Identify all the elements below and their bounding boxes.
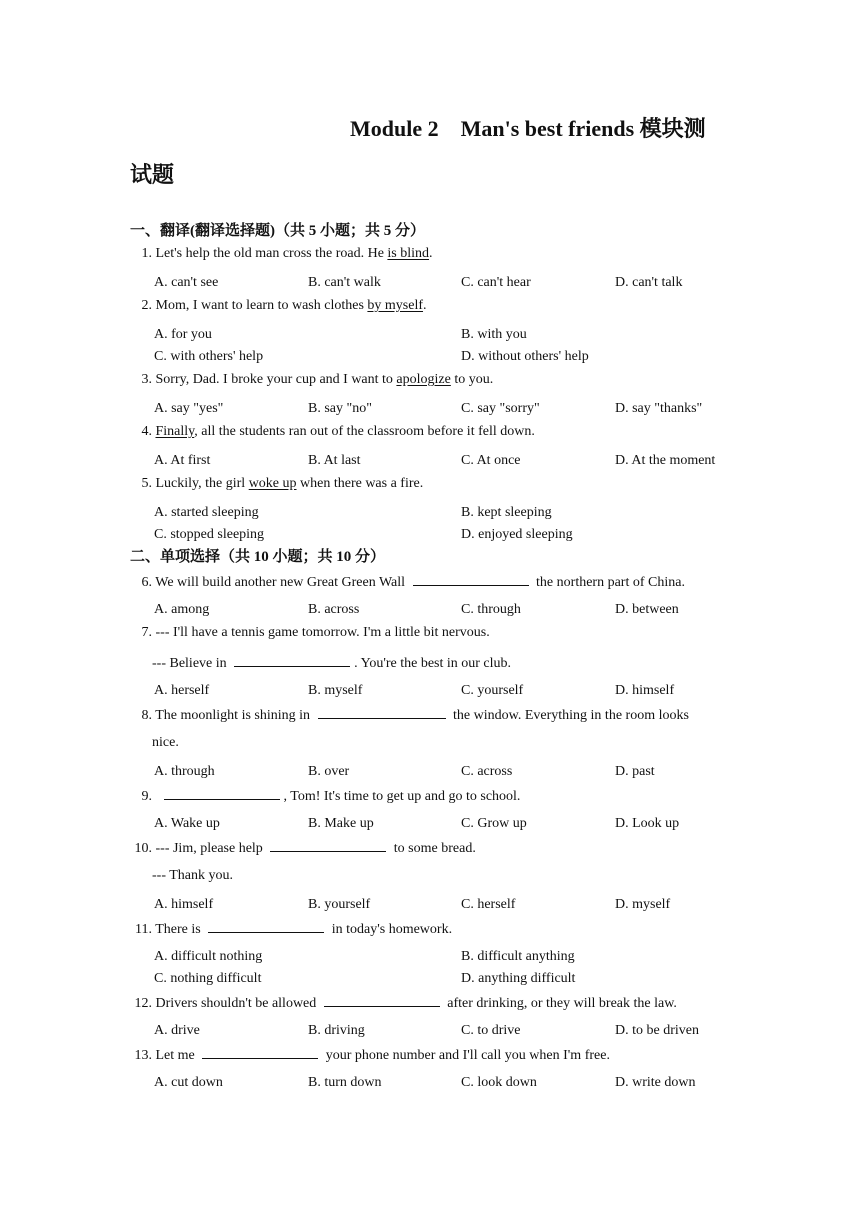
option-c[interactable]: C. nothing difficult [154,971,262,986]
underlined-phrase: is blind [387,246,430,261]
option-d[interactable]: D. Look up [615,816,680,831]
question-10: 10. --- Jim, please help to some bread. [134,841,476,856]
option-d[interactable]: D. without others' help [461,349,589,364]
underlined-phrase: Finally [155,424,195,439]
option-c[interactable]: C. to drive [461,1023,521,1038]
underlined-phrase: by myself [367,298,424,313]
question-12: 12. Drivers shouldn't be allowed after drinking, or they will break the law. [134,996,677,1011]
option-c[interactable]: C. say "sorry" [461,401,540,416]
answer-blank [234,654,350,667]
section-heading-single-choice: 二、单项选择（共 10 小题；共 10 分） [130,549,386,565]
underlined-phrase: apologize [396,372,451,387]
question-7: 7. --- I'll have a tennis game tomorrow. I'm a little bit nervous. [141,625,490,640]
option-a[interactable]: A. say "yes" [154,401,224,416]
question-6: 6. We will build another new Great Green Wall the northern part of China. [141,575,685,590]
option-b[interactable]: B. Make up [308,816,374,831]
question-13: 13. Let me your phone number and I'll call you when I'm free. [134,1048,610,1063]
option-c[interactable]: C. look down [461,1075,537,1090]
answer-blank [202,1046,318,1059]
answer-blank [164,787,280,800]
question-5: 5. Luckily, the girl woke up when there was a fire. [141,476,424,491]
option-c[interactable]: C. Grow up [461,816,527,831]
option-b[interactable]: B. with you [461,327,527,342]
option-a[interactable]: A. can't see [154,275,219,290]
option-b[interactable]: B. say "no" [308,401,372,416]
question-7-reply: --- Believe in . You're the best in our club. [152,656,512,671]
option-a[interactable]: A. At first [154,453,211,468]
option-a[interactable]: A. started sleeping [154,505,259,520]
option-d[interactable]: D. myself [615,897,671,912]
question-2: 2. Mom, I want to learn to wash clothes by myself. [141,298,427,313]
option-c[interactable]: C. can't hear [461,275,531,290]
answer-blank [413,573,529,586]
option-c[interactable]: C. At once [461,453,521,468]
question-1: 1. Let's help the old man cross the road. He is blind. [141,246,433,261]
option-d[interactable]: D. to be driven [615,1023,699,1038]
option-b[interactable]: B. turn down [308,1075,382,1090]
option-d[interactable]: D. can't talk [615,275,683,290]
question-9: 9. , Tom! It's time to get up and go to school. [141,789,521,804]
option-d[interactable]: D. enjoyed sleeping [461,527,573,542]
option-d[interactable]: D. anything difficult [461,971,576,986]
question-4: 4. Finally, all the students ran out of the classroom before it fell down. [141,424,535,439]
option-d[interactable]: D. past [615,764,655,779]
option-b[interactable]: B. myself [308,683,363,698]
document-title-line1: Module 2 Man's best friends 模块测 [350,116,706,141]
underlined-phrase: woke up [248,476,297,491]
option-a[interactable]: A. for you [154,327,212,342]
option-d[interactable]: D. between [615,602,679,617]
question-3: 3. Sorry, Dad. I broke your cup and I want to apologize to you. [141,372,494,387]
option-c[interactable]: C. through [461,602,521,617]
option-d[interactable]: D. himself [615,683,675,698]
answer-blank [270,839,386,852]
option-b[interactable]: B. At last [308,453,361,468]
option-a[interactable]: A. difficult nothing [154,949,263,964]
section-heading-translation: 一、翻译(翻译选择题)（共 5 小题；共 5 分） [130,223,425,239]
option-b[interactable]: B. over [308,764,350,779]
option-b[interactable]: B. driving [308,1023,365,1038]
answer-blank [208,920,324,933]
option-a[interactable]: A. cut down [154,1075,223,1090]
option-a[interactable]: A. drive [154,1023,200,1038]
option-c[interactable]: C. stopped sleeping [154,527,265,542]
option-c[interactable]: C. yourself [461,683,524,698]
option-c[interactable]: C. across [461,764,513,779]
answer-blank [318,706,446,719]
option-b[interactable]: B. across [308,602,360,617]
option-a[interactable]: A. herself [154,683,210,698]
question-11: 11. There is in today's homework. [135,922,453,937]
answer-blank [324,994,440,1007]
option-d[interactable]: D. At the moment [615,453,716,468]
option-a[interactable]: A. among [154,602,210,617]
option-a[interactable]: A. through [154,764,215,779]
option-a[interactable]: A. himself [154,897,214,912]
question-8: 8. The moonlight is shining in the window. Everything in the room looks [141,708,689,723]
option-d[interactable]: D. say "thanks" [615,401,703,416]
question-10-reply: --- Thank you. [152,868,233,883]
option-d[interactable]: D. write down [615,1075,696,1090]
option-b[interactable]: B. kept sleeping [461,505,552,520]
question-8-continued: nice. [152,735,179,750]
document-title-line2: 试题 [130,162,175,187]
option-a[interactable]: A. Wake up [154,816,220,831]
option-b[interactable]: B. difficult anything [461,949,575,964]
option-c[interactable]: C. herself [461,897,516,912]
option-b[interactable]: B. can't walk [308,275,381,290]
option-c[interactable]: C. with others' help [154,349,264,364]
option-b[interactable]: B. yourself [308,897,371,912]
